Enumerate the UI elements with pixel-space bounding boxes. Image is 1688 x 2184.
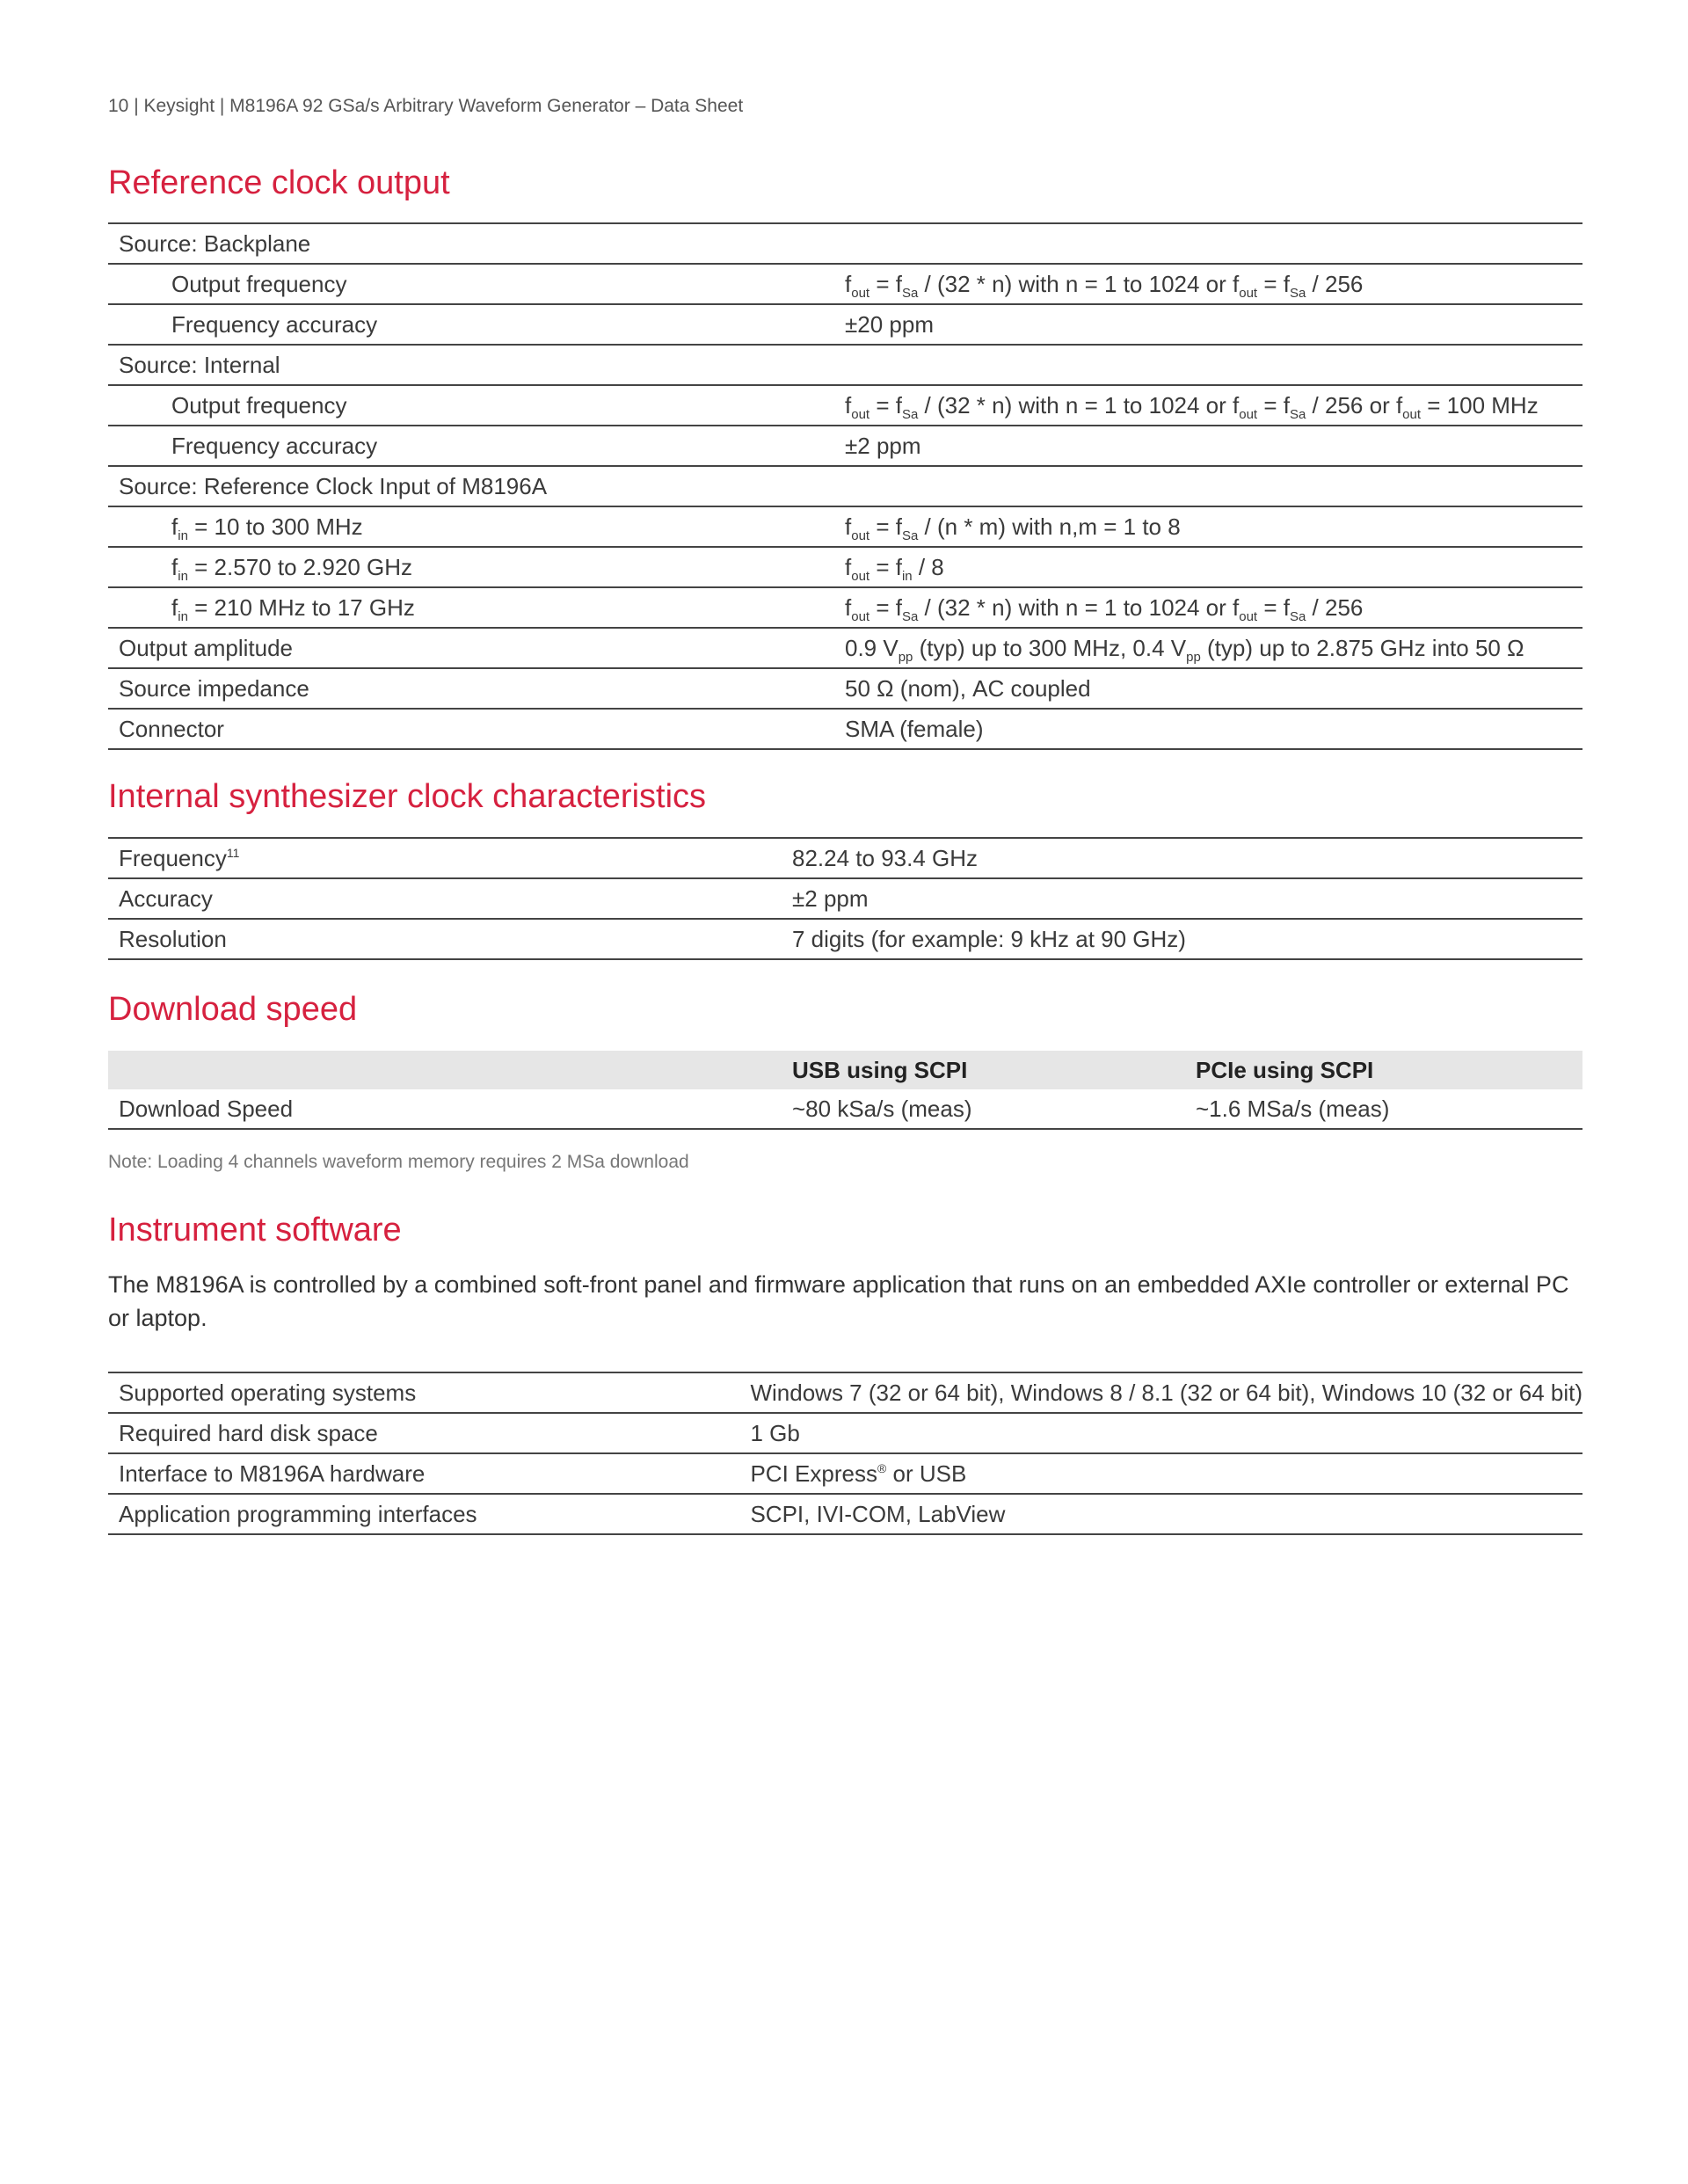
row-value: ±2 ppm (782, 878, 1582, 919)
table-row (108, 466, 1582, 506)
row-label: Output amplitude (108, 628, 834, 668)
table-row (108, 668, 1582, 709)
table-row (108, 1089, 1582, 1129)
row-label: Output frequency (108, 264, 834, 304)
pcie-value: ~1.6 MSa/s (meas) (1185, 1089, 1582, 1129)
software-table (108, 1372, 1582, 1535)
row-value: PCI Express® or USB (739, 1453, 1582, 1494)
table-row (108, 1413, 1582, 1453)
column-header-pcie: PCIe using SCPI (1185, 1051, 1582, 1089)
row-label: Frequency accuracy (108, 304, 834, 345)
table-row (108, 304, 1582, 345)
row-value: SMA (female) (834, 709, 1582, 749)
row-label: Application programming interfaces (108, 1494, 739, 1534)
row-value: $f_{out} = f_{Sa} / (32 * n)$ with n = 1 to 1024 or $f_{out} = f_{Sa} / 256$ or $f_{out} = 100$ MHz (834, 385, 1582, 426)
row-value (834, 466, 1582, 506)
row-label: Frequency$^{11}$ (108, 838, 782, 878)
download-speed-table (108, 1051, 1582, 1130)
row-label: Source impedance (108, 668, 834, 709)
section-title-synthesizer: Internal synthesizer clock characteristics (108, 778, 707, 815)
row-value: SCPI, IVI-COM, LabView (739, 1494, 1582, 1534)
row-label: Output frequency (108, 385, 834, 426)
row-value: ±2 ppm (834, 426, 1582, 466)
row-label: $f_{in} = 210$ MHz to 17 GHz (108, 587, 834, 628)
table-row (108, 223, 1582, 264)
reference-clock-table (108, 222, 1582, 750)
row-label: Supported operating systems (108, 1372, 739, 1413)
row-label: Interface to M8196A hardware (108, 1453, 739, 1494)
table-row (108, 1453, 1582, 1494)
row-value: $f_{out} = f_{in} / 8$ (834, 547, 1582, 587)
table-row (108, 838, 1582, 878)
row-value: $f_{out} = f_{Sa} / (32 * n)$ with n = 1 to 1024 or $f_{out} = f_{Sa} / 256$ (834, 587, 1582, 628)
table-row (108, 878, 1582, 919)
table-row (108, 587, 1582, 628)
row-value: 0.9 $V_{pp}$ (typ) up to 300 MHz, 0.4 $V_{pp}$ (typ) up to 2.875 GHz into 50 Ω (834, 628, 1582, 668)
running-head: 10 | Keysight | M8196A 92 GSa/s Arbitrary Waveform Generator – Data Sheet (108, 96, 744, 116)
footnote-marker: 11 (226, 845, 240, 860)
row-value: $f_{out} = f_{Sa} / (n * m)$ with n,m = 1 to 8 (834, 506, 1582, 547)
synthesizer-table (108, 837, 1582, 960)
row-label: $f_{in} = 10$ to 300 MHz (108, 506, 834, 547)
row-value (834, 345, 1582, 385)
row-label: Required hard disk space (108, 1413, 739, 1453)
table-header-row (108, 1051, 1582, 1089)
header-blank (108, 1051, 782, 1089)
table-row (108, 345, 1582, 385)
row-value: $f_{out} = f_{Sa} / (32 * n)$ with n = 1 to 1024 or $f_{out} = f_{Sa} / 256$ (834, 264, 1582, 304)
row-label: Source: Reference Clock Input of M8196A (108, 466, 834, 506)
software-description: The M8196A is controlled by a combined soft-front panel and firmware application that runs on an embedded AXIe controller or external PC or laptop. (108, 1271, 1569, 1331)
table-row (108, 385, 1582, 426)
table-row (108, 1494, 1582, 1534)
row-value: Windows 7 (32 or 64 bit), Windows 8 / 8.1 (32 or 64 bit), Windows 10 (32 or 64 bit) (739, 1372, 1582, 1413)
row-label: Accuracy (108, 878, 782, 919)
section-title-instrument-software: Instrument software (108, 1212, 402, 1249)
table-row (108, 709, 1582, 749)
row-label: Source: Internal (108, 345, 834, 385)
row-value: ±20 ppm (834, 304, 1582, 345)
table-row (108, 264, 1582, 304)
table-row (108, 506, 1582, 547)
row-label: Connector (108, 709, 834, 749)
row-label: Download Speed (108, 1089, 782, 1129)
table-row (108, 426, 1582, 466)
row-label: Resolution (108, 919, 782, 959)
table-row (108, 547, 1582, 587)
section-title-reference-clock: Reference clock output (108, 164, 450, 201)
row-value: 82.24 to 93.4 GHz (782, 838, 1582, 878)
row-label: Frequency accuracy (108, 426, 834, 466)
section-title-download-speed: Download speed (108, 991, 358, 1028)
table-row (108, 628, 1582, 668)
download-note: Note: Loading 4 channels waveform memory requires 2 MSa download (108, 1152, 689, 1172)
usb-value: ~80 kSa/s (meas) (782, 1089, 1185, 1129)
row-value (834, 223, 1582, 264)
row-value: 1 Gb (739, 1413, 1582, 1453)
table-row (108, 919, 1582, 959)
column-header-usb: USB using SCPI (782, 1051, 1185, 1089)
row-value: 50 Ω (nom), AC coupled (834, 668, 1582, 709)
row-value: 7 digits (for example: 9 kHz at 90 GHz) (782, 919, 1582, 959)
table-row (108, 1372, 1582, 1413)
row-label: Source: Backplane (108, 223, 834, 264)
row-label: $f_{in} = 2.570$ to 2.920 GHz (108, 547, 834, 587)
